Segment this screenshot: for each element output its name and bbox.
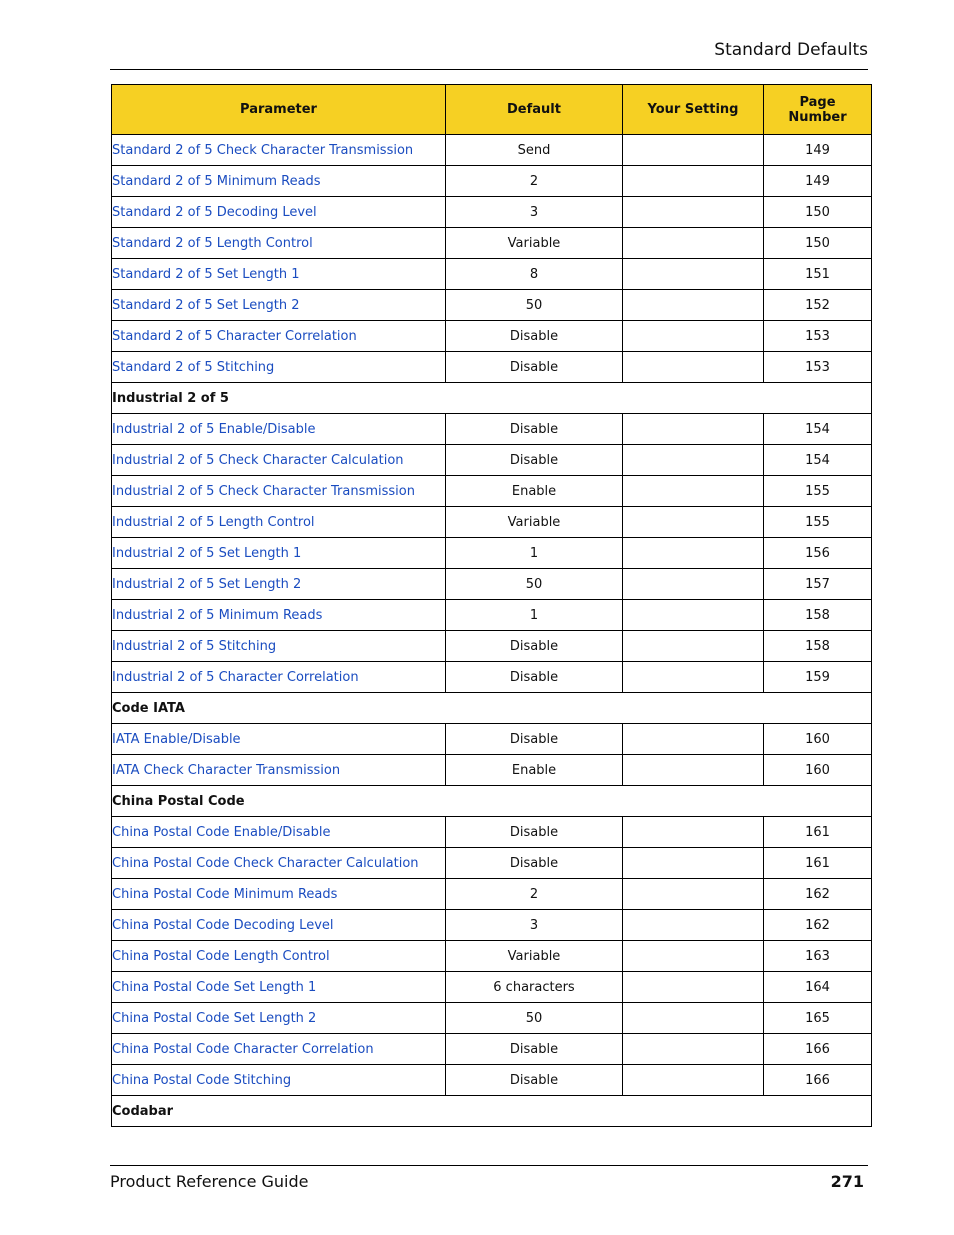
page-number-cell: 162 xyxy=(764,910,872,941)
default-value: Variable xyxy=(446,507,623,538)
page-number-cell: 158 xyxy=(764,631,872,662)
parameter-link[interactable]: Industrial 2 of 5 Check Character Transmission xyxy=(112,476,446,507)
parameter-link[interactable]: China Postal Code Set Length 2 xyxy=(112,1003,446,1034)
your-setting-cell xyxy=(623,569,764,600)
footer-guide-title: Product Reference Guide xyxy=(110,1172,309,1191)
your-setting-cell xyxy=(623,228,764,259)
default-value: 1 xyxy=(446,538,623,569)
table-row xyxy=(112,352,872,383)
section-row xyxy=(112,693,872,724)
page-number-cell: 165 xyxy=(764,1003,872,1034)
table-row xyxy=(112,755,872,786)
your-setting-cell xyxy=(623,941,764,972)
default-value: Disable xyxy=(446,1065,623,1096)
table-header-row xyxy=(112,85,872,135)
parameter-link[interactable]: Industrial 2 of 5 Character Correlation xyxy=(112,662,446,693)
page-number-cell: 158 xyxy=(764,600,872,631)
parameter-link[interactable]: China Postal Code Check Character Calculation xyxy=(112,848,446,879)
default-value: Disable xyxy=(446,321,623,352)
parameter-link[interactable]: Standard 2 of 5 Length Control xyxy=(112,228,446,259)
parameter-link[interactable]: IATA Enable/Disable xyxy=(112,724,446,755)
parameter-link[interactable]: Standard 2 of 5 Decoding Level xyxy=(112,197,446,228)
table-row xyxy=(112,848,872,879)
your-setting-cell xyxy=(623,1034,764,1065)
parameter-link[interactable]: Industrial 2 of 5 Set Length 2 xyxy=(112,569,446,600)
page-number-cell: 166 xyxy=(764,1065,872,1096)
page-number-cell: 157 xyxy=(764,569,872,600)
table-row xyxy=(112,879,872,910)
section-heading: China Postal Code xyxy=(112,786,872,817)
table-row xyxy=(112,631,872,662)
table-row xyxy=(112,972,872,1003)
table-row xyxy=(112,569,872,600)
your-setting-cell xyxy=(623,166,764,197)
parameter-link[interactable]: China Postal Code Stitching xyxy=(112,1065,446,1096)
page-number-cell: 159 xyxy=(764,662,872,693)
table-row xyxy=(112,910,872,941)
your-setting-cell xyxy=(623,972,764,1003)
parameter-link[interactable]: Industrial 2 of 5 Check Character Calculation xyxy=(112,445,446,476)
default-value: 3 xyxy=(446,197,623,228)
table-body xyxy=(112,135,872,1127)
section-row xyxy=(112,786,872,817)
your-setting-cell xyxy=(623,879,764,910)
table-row xyxy=(112,135,872,166)
page-number-cell: 156 xyxy=(764,538,872,569)
page-number-cell: 154 xyxy=(764,414,872,445)
page-number-cell: 161 xyxy=(764,817,872,848)
footer-page-number: 271 xyxy=(830,1172,864,1191)
table-row xyxy=(112,290,872,321)
your-setting-cell xyxy=(623,662,764,693)
parameter-link[interactable]: Industrial 2 of 5 Enable/Disable xyxy=(112,414,446,445)
parameter-link[interactable]: IATA Check Character Transmission xyxy=(112,755,446,786)
page-number-cell: 166 xyxy=(764,1034,872,1065)
page-number-cell: 152 xyxy=(764,290,872,321)
page-number-cell: 164 xyxy=(764,972,872,1003)
default-value: 50 xyxy=(446,290,623,321)
page-number-cell: 160 xyxy=(764,755,872,786)
table-row xyxy=(112,1065,872,1096)
default-value: 1 xyxy=(446,600,623,631)
your-setting-cell xyxy=(623,724,764,755)
your-setting-cell xyxy=(623,321,764,352)
table-row xyxy=(112,724,872,755)
page-number-cell: 151 xyxy=(764,259,872,290)
default-value: Disable xyxy=(446,817,623,848)
default-value: Send xyxy=(446,135,623,166)
default-value: Variable xyxy=(446,941,623,972)
your-setting-cell xyxy=(623,910,764,941)
table-row xyxy=(112,600,872,631)
default-value: Disable xyxy=(446,445,623,476)
default-value: Enable xyxy=(446,476,623,507)
footer-divider xyxy=(110,1165,868,1166)
parameter-link[interactable]: Industrial 2 of 5 Length Control xyxy=(112,507,446,538)
parameter-link[interactable]: Standard 2 of 5 Set Length 2 xyxy=(112,290,446,321)
your-setting-cell xyxy=(623,414,764,445)
parameter-link[interactable]: China Postal Code Enable/Disable xyxy=(112,817,446,848)
table-row xyxy=(112,507,872,538)
your-setting-cell xyxy=(623,352,764,383)
page-number-cell: 155 xyxy=(764,476,872,507)
section-row xyxy=(112,383,872,414)
default-value: 2 xyxy=(446,879,623,910)
parameter-link[interactable]: Industrial 2 of 5 Set Length 1 xyxy=(112,538,446,569)
table-row xyxy=(112,445,872,476)
your-setting-cell xyxy=(623,445,764,476)
page-number-cell: 150 xyxy=(764,197,872,228)
default-value: 50 xyxy=(446,569,623,600)
default-value: 6 characters xyxy=(446,972,623,1003)
table-row xyxy=(112,197,872,228)
default-value: Disable xyxy=(446,414,623,445)
default-value: Disable xyxy=(446,724,623,755)
your-setting-cell xyxy=(623,538,764,569)
table-row xyxy=(112,476,872,507)
page-number-cell: 149 xyxy=(764,166,872,197)
page-number-cell: 155 xyxy=(764,507,872,538)
your-setting-cell xyxy=(623,1003,764,1034)
default-value: Disable xyxy=(446,848,623,879)
parameter-link[interactable]: Standard 2 of 5 Check Character Transmission xyxy=(112,135,446,166)
page-number-cell: 154 xyxy=(764,445,872,476)
default-value: Disable xyxy=(446,1034,623,1065)
table-row xyxy=(112,166,872,197)
your-setting-cell xyxy=(623,817,764,848)
your-setting-cell xyxy=(623,197,764,228)
default-value: Disable xyxy=(446,662,623,693)
parameter-link[interactable]: Standard 2 of 5 Character Correlation xyxy=(112,321,446,352)
your-setting-cell xyxy=(623,507,764,538)
parameter-link[interactable]: China Postal Code Length Control xyxy=(112,941,446,972)
section-heading: Industrial 2 of 5 xyxy=(112,383,872,414)
page-number-cell: 153 xyxy=(764,352,872,383)
your-setting-cell xyxy=(623,600,764,631)
your-setting-cell xyxy=(623,476,764,507)
your-setting-cell xyxy=(623,848,764,879)
page-number-cell: 149 xyxy=(764,135,872,166)
section-heading: Code IATA xyxy=(112,693,872,724)
default-value: 3 xyxy=(446,910,623,941)
your-setting-cell xyxy=(623,631,764,662)
page-number-cell: 163 xyxy=(764,941,872,972)
header-divider xyxy=(110,69,868,70)
default-value: Variable xyxy=(446,228,623,259)
table-row xyxy=(112,1003,872,1034)
default-value: 2 xyxy=(446,166,623,197)
table-row xyxy=(112,941,872,972)
default-value: Disable xyxy=(446,352,623,383)
your-setting-cell xyxy=(623,290,764,321)
page-number-cell: 153 xyxy=(764,321,872,352)
table-row xyxy=(112,228,872,259)
parameter-link[interactable]: Standard 2 of 5 Stitching xyxy=(112,352,446,383)
section-row xyxy=(112,1096,872,1127)
parameter-link[interactable]: China Postal Code Decoding Level xyxy=(112,910,446,941)
your-setting-cell xyxy=(623,755,764,786)
your-setting-cell xyxy=(623,135,764,166)
column-header-page-number: Page Number xyxy=(764,85,872,135)
your-setting-cell xyxy=(623,1065,764,1096)
default-value: Enable xyxy=(446,755,623,786)
defaults-table xyxy=(111,84,872,1127)
section-heading: Codabar xyxy=(112,1096,872,1127)
parameter-link[interactable]: Standard 2 of 5 Set Length 1 xyxy=(112,259,446,290)
parameter-link[interactable]: China Postal Code Set Length 1 xyxy=(112,972,446,1003)
default-value: Disable xyxy=(446,631,623,662)
table-row xyxy=(112,817,872,848)
page-number-cell: 161 xyxy=(764,848,872,879)
table-row xyxy=(112,1034,872,1065)
column-header-parameter: Parameter xyxy=(112,85,446,135)
page-number-cell: 160 xyxy=(764,724,872,755)
parameter-link[interactable]: Industrial 2 of 5 Minimum Reads xyxy=(112,600,446,631)
your-setting-cell xyxy=(623,259,764,290)
table-row xyxy=(112,662,872,693)
table-row xyxy=(112,414,872,445)
parameter-link[interactable]: Standard 2 of 5 Minimum Reads xyxy=(112,166,446,197)
parameter-link[interactable]: China Postal Code Character Correlation xyxy=(112,1034,446,1065)
table-row xyxy=(112,538,872,569)
column-header-your-setting: Your Setting xyxy=(623,85,764,135)
page-header-title: Standard Defaults xyxy=(714,40,868,60)
parameter-link[interactable]: China Postal Code Minimum Reads xyxy=(112,879,446,910)
default-value: 50 xyxy=(446,1003,623,1034)
parameter-link[interactable]: Industrial 2 of 5 Stitching xyxy=(112,631,446,662)
column-header-default: Default xyxy=(446,85,623,135)
table-row xyxy=(112,321,872,352)
page-number-cell: 150 xyxy=(764,228,872,259)
page-number-cell: 162 xyxy=(764,879,872,910)
default-value: 8 xyxy=(446,259,623,290)
table-row xyxy=(112,259,872,290)
